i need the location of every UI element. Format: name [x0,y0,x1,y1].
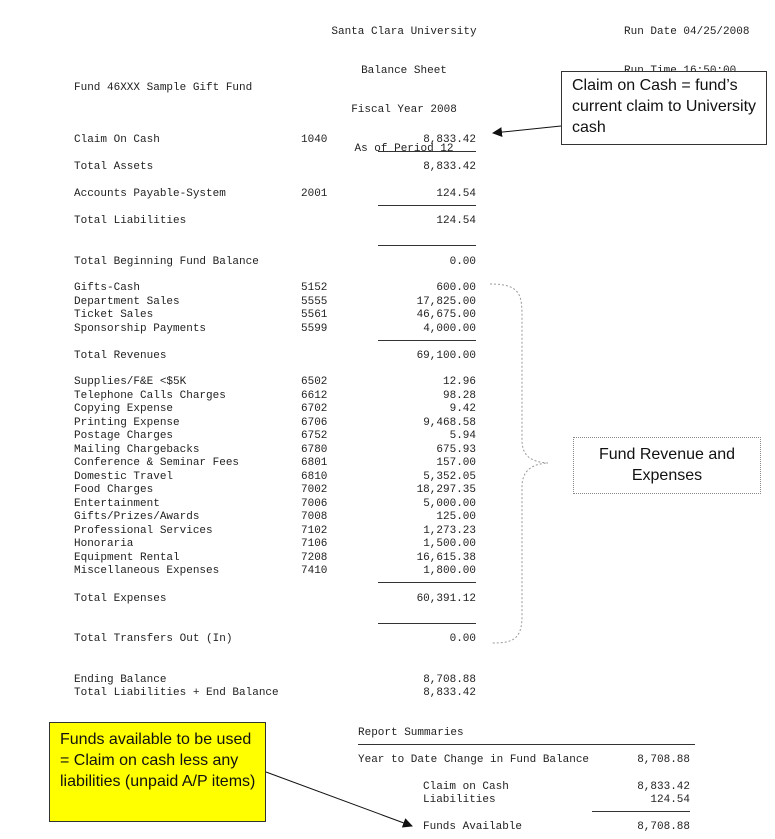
revenue-line-amount: 46,675.00 [416,309,476,321]
total-liab-end-label: Total Liabilities + End Balance [74,687,279,699]
revenue-line-label: Ticket Sales [74,309,154,321]
revenue-line-amount: 17,825.00 [416,295,476,308]
account-line-amount: 0.00 [449,256,476,268]
summary-claim-label: Claim on Cash [423,781,509,793]
expense-line-code: 7208 [301,551,328,564]
callout-revenue-expenses: Fund Revenue and Expenses [573,437,761,494]
account-line-amount: 124.54 [436,188,476,200]
total-expenses-amount: 60,391.12 [416,593,476,605]
revenue-line-label: Gifts-Cash [74,282,141,294]
expense-line-amount: 157.00 [436,457,476,469]
expense-line-amount: 1,273.23 [423,524,476,537]
expense-line-label: Conference & Seminar Fees [74,457,240,469]
expense-line-label: Copying Expense [74,403,174,415]
expense-line-amount: 5,000.00 [423,497,476,510]
expense-line-code: 7102 [301,524,328,537]
expense-line-code: 6810 [301,470,328,483]
account-line-label: Claim On Cash [74,134,160,146]
account-line-amount: 8,833.42 [423,161,476,173]
total-transfers-amount: 0.00 [449,633,476,645]
account-line-label: Accounts Payable-System [74,188,226,200]
callout-funds-available: Funds available to be used = Claim on cash less any liabilities (unpaid A/P items) [49,722,266,822]
expense-line-amount: 12.96 [442,376,476,388]
expense-line-label: Gifts/Prizes/Awards [74,511,200,523]
expense-line-code: 7106 [301,538,328,550]
expense-line-code: 6752 [301,430,328,442]
arrow-to-funds-available [266,772,412,826]
expense-line-label: Food Charges [74,484,154,496]
expense-line-label: Telephone Calls Charges [74,389,226,402]
fund-title: Fund 46XXX Sample Gift Fund [74,82,253,94]
ending-balance-amount: 8,708.88 [423,674,476,686]
expense-line-amount: 125.00 [436,511,476,523]
total-revenues-label: Total Revenues [74,350,167,362]
expense-line-label: Entertainment [74,497,160,510]
expense-line-code: 7002 [301,484,328,496]
summary-liab-label: Liabilities [423,794,496,806]
expense-line-amount: 1,500.00 [423,538,476,550]
account-line-code: 1040 [301,134,328,146]
expense-line-amount: 9,468.58 [423,416,476,429]
expense-line-code: 6706 [301,416,328,429]
summary-title: Report Summaries [358,727,464,739]
account-line-label: Total Liabilities [74,215,187,227]
expense-line-code: 7410 [301,565,328,577]
expense-line-amount: 5,352.05 [423,470,476,483]
expense-line-amount: 675.93 [436,443,476,456]
expense-line-code: 7006 [301,497,328,510]
expense-line-amount: 9.42 [449,403,476,415]
arrow-to-claim-on-cash [493,126,561,133]
expense-line-amount: 98.28 [442,389,476,402]
expense-line-label: Supplies/F&E <$5K [74,376,187,388]
revenue-line-amount: 4,000.00 [423,322,476,335]
summary-liab-amount: 124.54 [650,794,690,806]
revenue-line-code: 5561 [301,309,328,321]
summary-funds-amount: 8,708.88 [637,821,690,833]
total-liab-end-amount: 8,833.42 [423,687,476,699]
total-revenues-amount: 69,100.00 [416,350,476,362]
ytd-change-amount: 8,708.88 [637,754,690,766]
expense-line-code: 6612 [301,389,328,402]
expense-line-label: Mailing Chargebacks [74,443,200,456]
expense-line-label: Miscellaneous Expenses [74,565,220,577]
ytd-change-label: Year to Date Change in Fund Balance [358,754,590,766]
summary-claim-amount: 8,833.42 [637,781,690,793]
ending-balance-label: Ending Balance [74,674,167,686]
expense-line-code: 7008 [301,511,328,523]
account-line-amount: 8,833.42 [423,134,476,146]
callout-claim-on-cash: Claim on Cash = fund’s current claim to University cash [561,71,767,145]
period: As of Period 12 [354,143,454,155]
account-line-label: Total Beginning Fund Balance [74,256,259,268]
expense-line-code: 6502 [301,376,328,388]
revenue-line-code: 5555 [301,295,328,308]
expense-line-label: Postage Charges [74,430,174,442]
revenue-line-label: Sponsorship Payments [74,322,207,335]
expense-line-amount: 16,615.38 [416,551,476,564]
revenue-line-code: 5599 [301,322,328,335]
total-expenses-label: Total Expenses [74,593,167,605]
report-name: Balance Sheet [361,65,447,77]
expense-line-amount: 1,800.00 [423,565,476,577]
account-line-code: 2001 [301,188,328,200]
account-line-label: Total Assets [74,161,154,173]
revenue-expense-brace [490,284,548,643]
revenue-line-amount: 600.00 [436,282,476,294]
revenue-line-code: 5152 [301,282,328,294]
run-date: Run Date 04/25/2008 [624,26,750,38]
expense-line-label: Printing Expense [74,416,180,429]
expense-line-code: 6801 [301,457,328,469]
expense-line-code: 6702 [301,403,328,415]
expense-line-label: Equipment Rental [74,551,180,564]
expense-line-amount: 18,297.35 [416,484,476,496]
expense-line-amount: 5.94 [449,430,476,442]
summary-funds-label: Funds Available [423,821,523,833]
expense-line-label: Domestic Travel [74,470,174,483]
total-transfers-label: Total Transfers Out (In) [74,633,233,645]
expense-line-label: Honoraria [74,538,134,550]
expense-line-label: Professional Services [74,524,213,537]
university-name: Santa Clara University [331,26,477,38]
fiscal-year: Fiscal Year 2008 [351,104,457,116]
revenue-line-label: Department Sales [74,295,180,308]
account-line-amount: 124.54 [436,215,476,227]
expense-line-code: 6780 [301,443,328,456]
